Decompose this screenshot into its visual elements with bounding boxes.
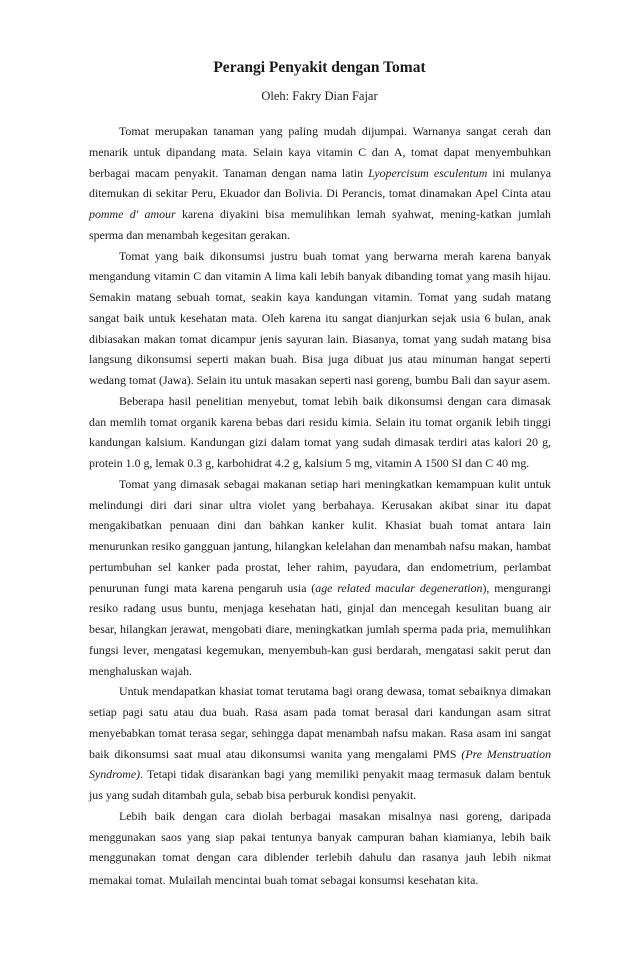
paragraph-2: Tomat yang baik dikonsumsi justru buah tomat yang berwarna merah karena banyak mengandung vitamin C dan vitamin A lima kali lebih banyak dibanding tomat yang masih hijau. Semakin matang sebuah tomat, seakin kaya kandungan vitamin. Tomat yang sudah matang sangat baik untuk kesehatan mata. Oleh karena itu sangat dianjurkan sejak usia 6 bulan, anak dibiasakan makan tomat dicampur jenis sayuran lain. Biasanya, tomat yang sudah matang bisa langsung dikonsumsi seperti makan buah. Bisa juga dibuat jus atau minuman hangat seperti wedang tomat (Jawa). Selain itu untuk masakan seperti nasi goreng, bumbu Bali dan sayur asem. <box>89 248 551 387</box>
document-title: Perangi Penyakit dengan Tomat <box>213 59 426 76</box>
paragraph-6 <box>89 806 551 891</box>
paragraph-4-text-a: Tomat yang dimasak sebagai makanan setiap hari meningkatkan kemampuan kulit untuk melindungi diri dari sinar ultra violet yang berbahaya. Kerusakan akibat sinar itu dapat mengakibatkan penuaan dini dan bahkan kanker kulit. Khasiat buah tomat antara lain menurunkan resiko gangguan jantung, hilangkan kelelahan dan menambah nafsu makan, hambat pertumbuhan sel kanker pada prostat, leher rahim, payudara, dan endometrium, perlambat penurunan fungi mata karena pengaruh usia ( <box>89 476 551 595</box>
paragraph-5 <box>89 681 551 806</box>
paragraph-1-text-c: karena diyakini bisa memulihkan lemah syahwat, mening-katkan jumlah sperma dan menambah kegesitan gerakan. <box>89 207 551 242</box>
paragraph-1-text-a: Tomat merupakan tanaman yang paling mudah dijumpai. Warnanya sangat cerah dan menarik untuk dipandang mata. Selain kaya vitamin C dan A, tomat dapat menyembuhkan berbagai macam penyakit. Tanaman dengan nama latin <box>89 124 551 180</box>
article-body <box>89 121 551 891</box>
paragraph-4-text-b: ), mengurangi resiko radang usus buntu, menjaga kesehatan hati, ginjal dan mencegah kesulitan buang air besar, hilangkan jerawat, mengobati diare, meningkatkan jumlah sperma pada pria, memulihkan fungsi lever, mengatasi kegemukan, menyembuh-kan gusi berdarah, mengatasi sakit perut dan menghaluskan wajah. <box>89 580 551 678</box>
latin-name: Lyopercisum esculentum <box>368 165 488 180</box>
small-word: nikmat <box>523 853 551 865</box>
paragraph-1 <box>89 121 551 246</box>
author-line: Oleh: Fakry Dian Fajar <box>261 89 378 103</box>
paragraph-6-text-b: memakai tomat. Mulailah mencintai buah tomat sebagai konsumsi kesehatan kita. <box>89 873 479 887</box>
paragraph-5-text-b: . Tetapi tidak disarankan bagi yang memiliki penyakit maag termasuk dalam bentuk jus yang sudah ditambah gula, sebab bisa perburuk kondisi penyakit. <box>89 767 551 802</box>
paragraph-5-text-a: Untuk mendapatkan khasiat tomat terutama bagi orang dewasa, tomat sebaiknya dimakan setiap pagi satu atau dua buah. Rasa asam pada tomat berasal dari kandungan asam sitrat menyebabkan tomat terasa segar, sehingga dapat menambah nafsu makan. Rasa asam ini sangat baik dikonsumsi saat mual atau dikonsumsi wanita yang mengalami PMS <box>89 684 551 761</box>
paragraph-6-text-a: Lebih baik dengan cara diolah berbagai masakan misalnya nasi goreng, daripada menggunakan saos yang siap pakai tentunya banyak campuran bahan kiamianya, lebih baik menggunakan tomat dengan cara diblender terlebih dahulu dan rasanya jauh lebih <box>89 808 551 865</box>
paragraph-4 <box>89 474 551 682</box>
medical-term: age related macular degeneration <box>315 580 483 595</box>
pms-term: (Pre Menstruation Syndrome) <box>89 746 552 782</box>
paragraph-3: Beberapa hasil penelitian menyebut, tomat lebih baik dikonsumsi dengan cara dimasak dan memlih tomat organik karena bebas dari residu kimia. Selain itu tomat organik lebih tinggi kandungan kalsium. Kandungan gizi dalam tomat yang sudah dimasak terdiri atas kalori 20 g, protein 1.0 g, lemak 0.3 g, karbohidrat 4.2 g, kalsium 5 mg, vitamin A 1500 SI dan C 40 mg. <box>89 393 551 470</box>
french-name: pomme d' amour <box>89 207 176 221</box>
paragraph-1-text-b: ini mulanya ditemukan di sekitar Peru, Ekuador dan Bolivia. Di Perancis, tomat dinamakan Apel Cinta atau <box>89 165 551 201</box>
